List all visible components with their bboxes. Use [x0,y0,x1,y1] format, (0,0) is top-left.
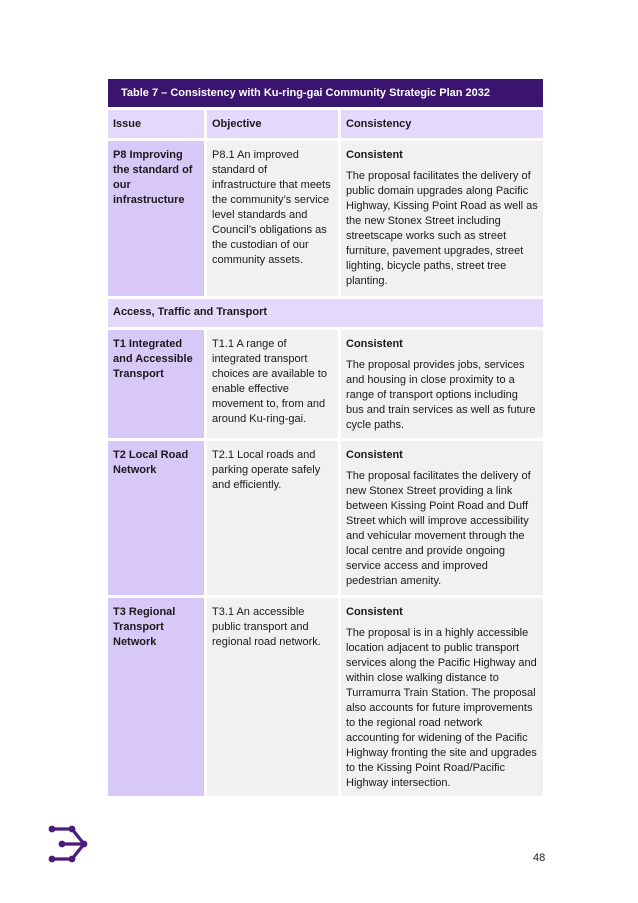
consistency-table [108,79,543,796]
consistency-cell [341,330,543,438]
consistency-status: Consistent [346,338,403,350]
issue-cell: P8 Improving the standard of our infrastructure [108,141,204,296]
issue-cell: T1 Integrated and Accessible Transport [108,330,204,438]
consistency-text: The proposal facilitates the delivery of new Stonex Street providing a link between Kissing Point Road and Duff Street which will improve accessibility and vehicular movement through the local centre and provide ongoing service access and improved pedestrian amenity. [346,470,531,587]
objective-cell: T1.1 A range of integrated transport choices are available to enable effective movement to, from and around Ku-ring-gai. [207,330,338,438]
header-objective: Objective [207,110,338,138]
consistency-cell [341,441,543,595]
objective-cell: P8.1 An improved standard of infrastructure that meets the community’s service level standards and Council’s obligations as the custodian of our community assets. [207,141,338,296]
objective-cell: T2.1 Local roads and parking operate safely and efficiently. [207,441,338,595]
table-row [108,330,543,438]
table-title: Table 7 – Consistency with Ku-ring-gai Community Strategic Plan 2032 [108,79,543,107]
issue-cell: T3 Regional Transport Network [108,598,204,796]
consistency-cell [341,141,543,296]
consistency-status: Consistent [346,606,403,618]
table-row [108,141,543,296]
consistency-status: Consistent [346,149,403,161]
consistency-status: Consistent [346,449,403,461]
table-header-row [108,110,543,138]
table-row [108,598,543,796]
header-consistency: Consistency [341,110,543,138]
table-row [108,441,543,595]
issue-cell: T2 Local Road Network [108,441,204,595]
consistency-text: The proposal facilitates the delivery of public domain upgrades along Pacific Highway, Kissing Point Road as well as the new Stonex Street including streetscape works such as street furniture, pavement upgrades, street lighting, bicycle paths, street tree planting. [346,170,538,287]
objective-cell: T3.1 An accessible public transport and regional road network. [207,598,338,796]
header-issue: Issue [108,110,204,138]
consistency-text: The proposal provides jobs, services and housing in close proximity to a range of transport options including bus and train services as well as future cycle paths. [346,359,536,431]
section-title: Access, Traffic and Transport [108,299,543,327]
page-number: 48 [533,852,546,864]
consistency-cell [341,598,543,796]
connected-nodes-logo-icon [48,825,90,863]
consistency-text: The proposal is in a highly accessible location adjacent to public transport services along the Pacific Highway and within close walking distance to Turramurra Train Station. The proposal also accounts for future improvements to the regional road network accounting for widening of the Pacific Highway fronting the site and upgrades to the Kissing Point Road/Pacific Highway intersection. [346,627,537,789]
